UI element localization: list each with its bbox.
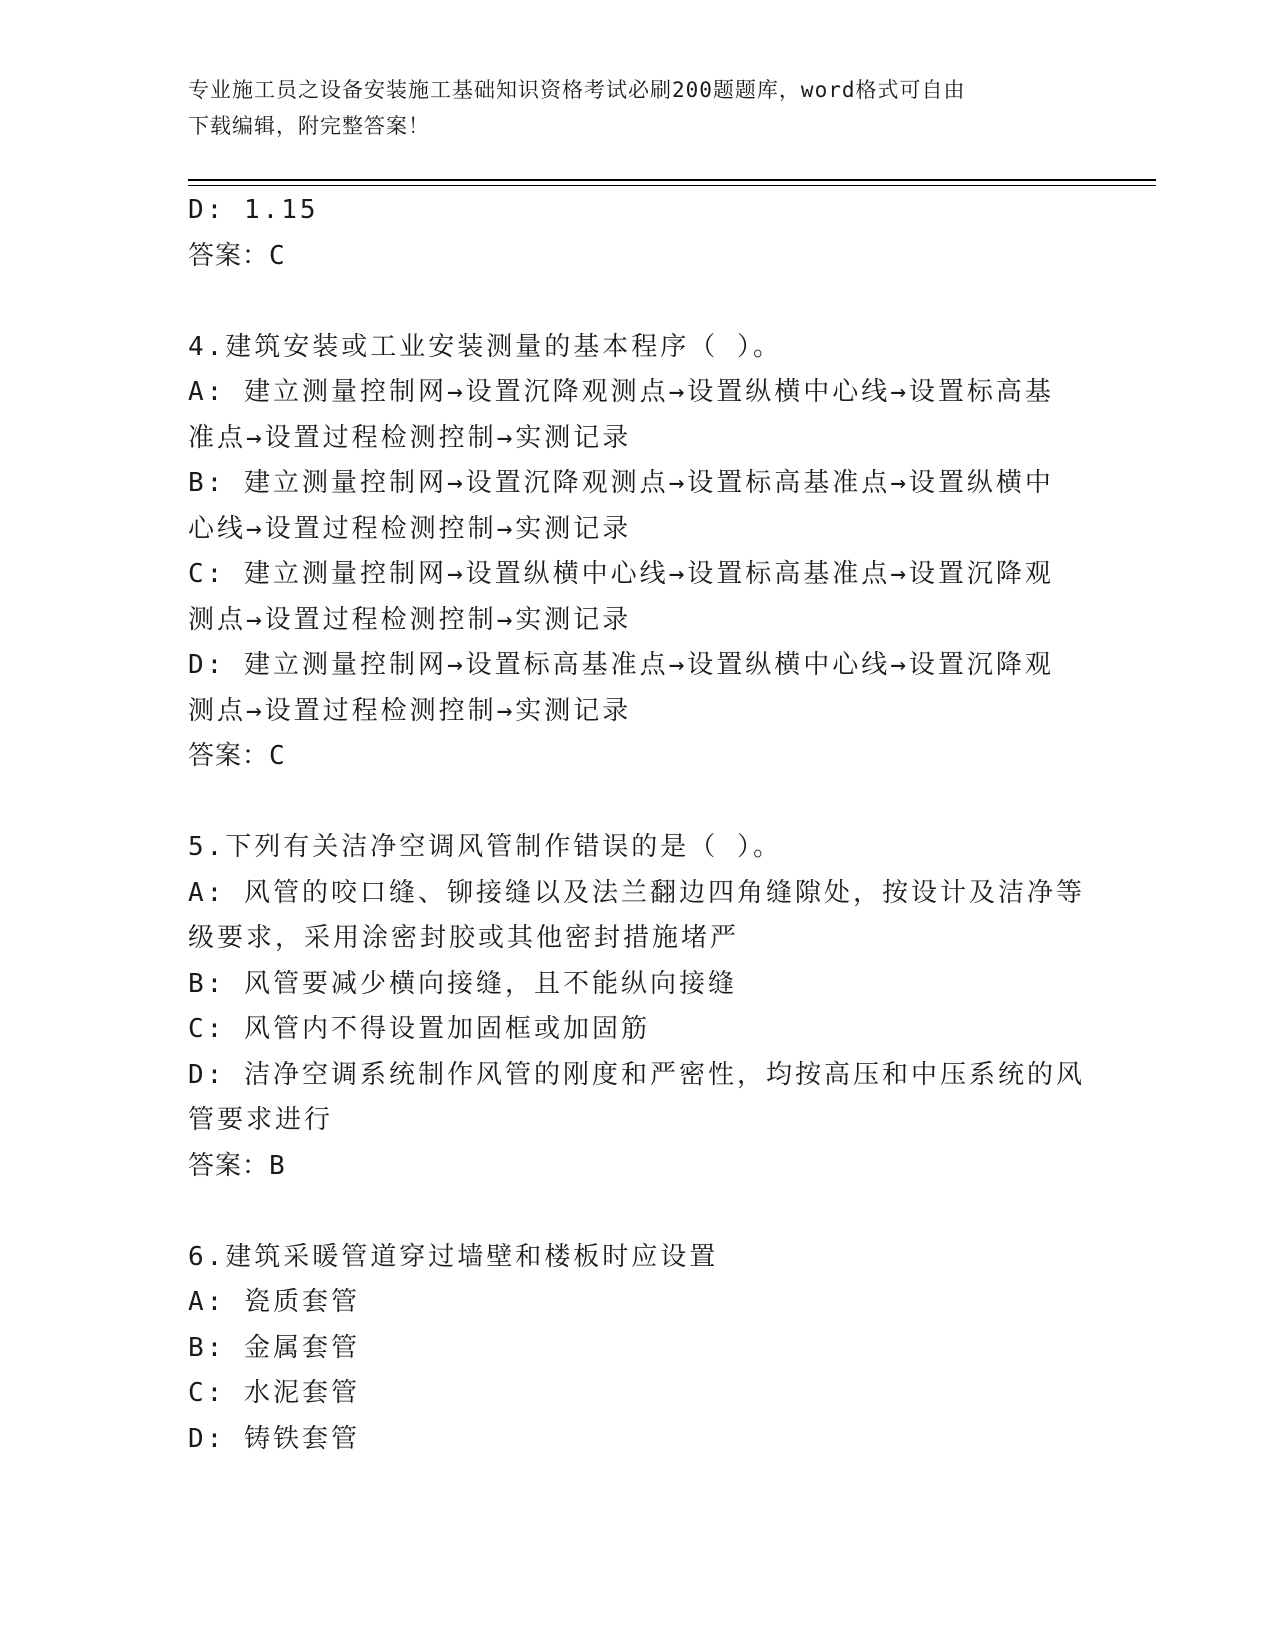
header-line-1: 专业施工员之设备安装施工基础知识资格考试必刷200题题库，word格式可自由 [188,78,966,102]
question-4-option-c-line-2: 测点→设置过程检测控制→实测记录 [188,604,632,635]
question-4-option-b-line-2: 心线→设置过程检测控制→实测记录 [188,513,632,544]
question-4-option-b-line-1: B: 建立测量控制网→设置沉降观测点→设置标高基准点→设置纵横中 [188,468,1054,498]
question-5-answer: 答案：B [188,1150,286,1181]
question-4-option-d-line-1: D: 建立测量控制网→设置标高基准点→设置纵横中心线→设置沉降观 [188,650,1054,680]
question-4-option-d-line-2: 测点→设置过程检测控制→实测记录 [188,695,632,726]
question-4-answer: 答案：C [188,741,286,771]
question-5-option-a-line-2: 级要求，采用涂密封胶或其他密封措施堵严 [188,923,740,953]
question-content [188,188,1088,1462]
question-6-option-c: C: 水泥套管 [188,1378,360,1408]
spacer [188,279,1088,325]
question-5-option-a-line-1: A: 风管的咬口缝、铆接缝以及法兰翻边四角缝隙处，按设计及洁净等 [188,877,1085,908]
question-5 [188,825,1088,1189]
prev-option-d: D: 1.15 [188,195,319,225]
header-rule-thick [188,179,1156,181]
prev-answer: 答案：C [188,240,286,271]
spacer [188,1189,1088,1235]
question-6-option-b: B: 金属套管 [188,1332,360,1363]
question-6-option-a: A: 瓷质套管 [188,1287,360,1317]
question-5-option-c: C: 风管内不得设置加固框或加固筋 [188,1014,650,1044]
header-rule-thin [188,185,1156,186]
question-5-option-d-line-1: D: 洁净空调系统制作风管的刚度和严密性，均按高压和中压系统的风 [188,1059,1085,1090]
question-5-text: 5.下列有关洁净空调风管制作错误的是（ ）。 [188,832,782,862]
question-4-option-a-line-2: 准点→设置过程检测控制→实测记录 [188,422,632,453]
spacer [188,780,1088,826]
question-6-option-d: D: 铸铁套管 [188,1423,360,1454]
question-4 [188,325,1088,780]
question-6 [188,1235,1088,1463]
question-4-text: 4.建筑安装或工业安装测量的基本程序（ ）。 [188,331,782,362]
question-4-option-a-line-1: A: 建立测量控制网→设置沉降观测点→设置纵横中心线→设置标高基 [188,377,1054,407]
question-5-option-b: B: 风管要减少横向接缝，且不能纵向接缝 [188,968,737,999]
question-5-option-d-line-2: 管要求进行 [188,1105,334,1135]
question-4-option-c-line-1: C: 建立测量控制网→设置纵横中心线→设置标高基准点→设置沉降观 [188,559,1054,589]
page-header [188,72,1068,144]
question-6-text: 6.建筑采暖管道穿过墙壁和楼板时应设置 [188,1241,719,1272]
header-line-2: 下载编辑，附完整答案！ [188,114,430,138]
